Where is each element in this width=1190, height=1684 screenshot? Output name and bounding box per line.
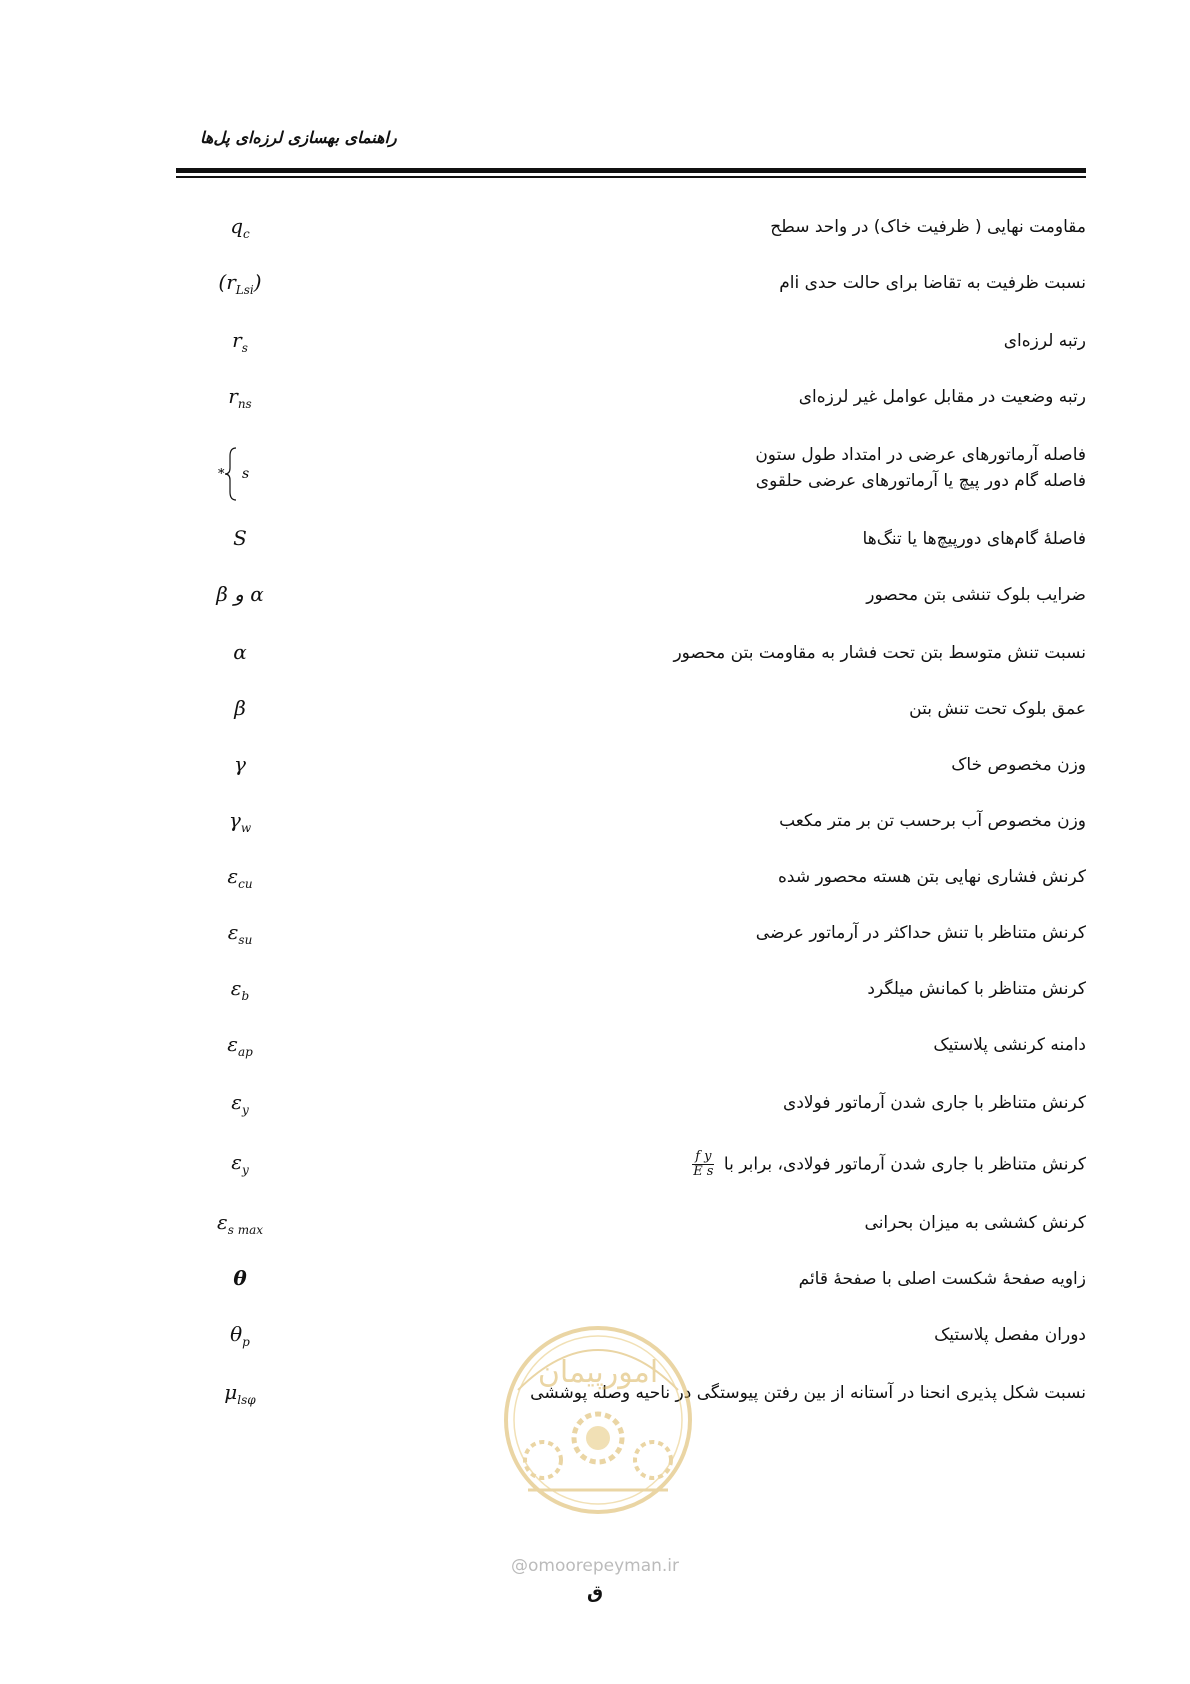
fraction-fy-es: $\frac{\text{f y}}{\text{E s}}$ [693,1149,714,1179]
header-rule-thin [176,176,1086,178]
symbol-description: وزن مخصوص خاک [951,755,1086,775]
symbol: α و β [216,582,264,606]
symbol: $\varepsilon_b$ [230,976,250,1003]
symbol: $r_s$ [232,328,248,355]
stamp-logo-text: امورپیمان [537,1355,659,1390]
symbol: S [233,526,247,550]
symbol-description: دامنه کرنشی پلاستیک [933,1035,1086,1055]
symbol-description: کرنش متناظر با جاری شدن آرماتور فولادی [783,1093,1086,1113]
brace-symbol [176,444,304,508]
symbol: $\varepsilon_y$ [231,1150,249,1177]
symbol-description: نسبت شکل پذیری انحنا در آستانه از بین رفتن پیوستگی در ناحیه وصله پوششی [530,1383,1086,1403]
symbol-description-secondary: فاصله گام دور پیچ یا آرماتورهای عرضی حلقوی [755,471,1086,491]
symbol: $\varepsilon_{s max}$ [216,1210,263,1237]
symbol: $\varepsilon_{su}$ [227,920,253,947]
symbol: $\theta_p$ [230,1322,250,1349]
symbol: γ [234,752,246,776]
symbol-description: نسبت تنش متوسط بتن تحت فشار به مقاومت بتن محصور [673,643,1086,663]
watermark-url: @omoorepeyman.ir [510,1556,680,1576]
header-rule-thick [176,168,1086,173]
symbol: β [234,696,246,720]
symbol-description: فاصله آرماتورهای عرضی در امتداد طول ستون [755,445,1086,465]
star-mark: * [218,467,225,482]
symbol: $(r_{Lsi})$ [218,270,262,297]
symbol-description: کرنش متناظر با جاری شدن آرماتور فولادی، برابر با $\frac{\text{f y}}{\text{E s}}$ [693,1149,1086,1179]
symbol: $\mu_{ls\varphi}$ [224,1380,256,1407]
symbol-description: فاصلهٔ گام‌های دورپیچ‌ها یا تنگ‌ها [862,529,1086,549]
page-number: ق [586,1582,604,1603]
symbol-description: ضرایب بلوک تنشی بتن محصور [866,585,1086,605]
symbol-description: رتبه وضعیت در مقابل عوامل غیر لرزه‌ای [798,387,1086,407]
symbol-description: کرنش فشاری نهایی بتن هسته محصور شده [777,867,1086,887]
symbol-description: عمق بلوک تحت تنش بتن [909,699,1086,719]
symbol-description: کرنش کششی به میزان بحرانی [864,1213,1086,1233]
symbol-description: مقاومت نهایی ( ظرفیت خاک) در واحد سطح [770,217,1086,237]
symbol-description: رتبه لرزه‌ای [1003,331,1086,351]
symbol-description: وزن مخصوص آب برحسب تن بر متر مکعب [779,811,1086,831]
symbol: $r_{ns}$ [228,384,252,411]
symbol: s [242,466,250,482]
symbol: θ [233,1266,247,1290]
symbol-description: دوران مفصل پلاستیک [934,1325,1086,1345]
symbol: $q_c$ [230,214,250,241]
symbol: $\gamma_w$ [228,808,252,835]
symbol-description: کرنش متناظر با تنش حداکثر در آرماتور عرضی [755,923,1086,943]
symbol: $\varepsilon_y$ [231,1090,249,1117]
symbol: α [233,640,247,664]
symbol-description: زاویه صفحهٔ شکست اصلی با صفحهٔ قائم [798,1269,1086,1289]
symbol: $\varepsilon_{cu}$ [227,864,253,891]
symbol-description: کرنش متناظر با کمانش میلگرد [867,979,1086,999]
watermark-stamp [488,1320,708,1520]
running-header: راهنمای بهسازی لرزه‌ای پل‌ها [200,128,397,147]
symbol: $\varepsilon_{ap}$ [227,1032,253,1059]
symbol-description: نسبت ظرفیت به تقاضا برای حالت حدی iام [779,273,1086,293]
